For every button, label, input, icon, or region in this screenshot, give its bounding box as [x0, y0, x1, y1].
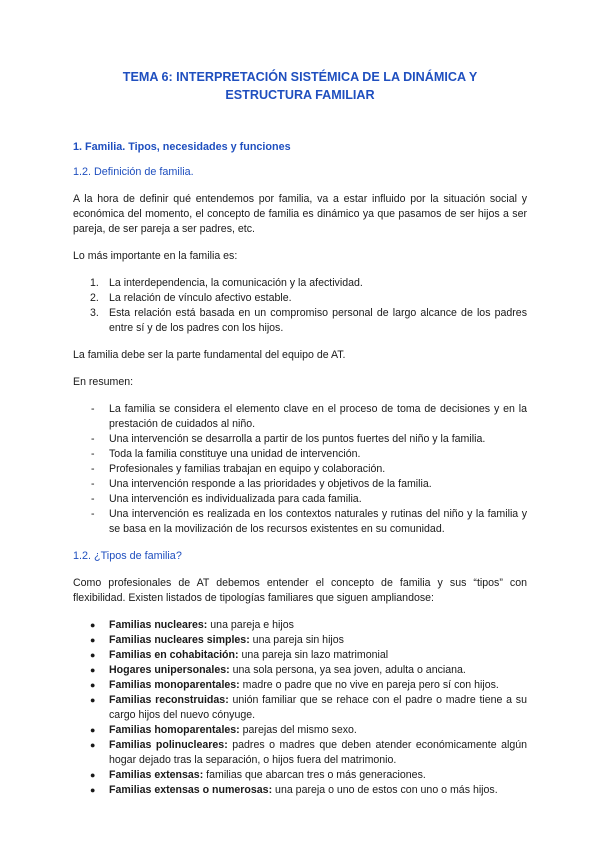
bullet-icon: ● — [90, 635, 96, 645]
document-title — [73, 68, 527, 104]
bullet-icon: ● — [90, 665, 96, 675]
list-item: - Una intervención es individualizada para cada familia. — [91, 493, 362, 505]
paragraph-team: La familia debe ser la parte fundamental del equipo de AT. — [73, 349, 346, 361]
title-line-2: ESTRUCTURA FAMILIAR — [225, 88, 375, 102]
subsection-heading-types: 1.2. ¿Tipos de familia? — [73, 550, 182, 562]
bullet-icon: ● — [90, 695, 96, 705]
list-item: ● Hogares unipersonales: una sola persona, ya sea joven, adulta o anciana. — [90, 664, 466, 676]
bullet-icon: ● — [90, 740, 96, 750]
family-types-list — [73, 618, 527, 798]
list-item: 1. La interdependencia, la comunicación y la afectividad. — [90, 277, 363, 289]
list-item: ● Familias nucleares simples: una pareja sin hijos — [90, 634, 344, 646]
list-item: - Una intervención responde a las prioridades y objetivos de la familia. — [91, 478, 432, 490]
list-item: ● Familias reconstruidas: unión familiar que se rehace con el padre o madre tiene a su cargo hijos del nuevo cónyuge. — [90, 694, 527, 721]
title-line-1: TEMA 6: INTERPRETACIÓN SISTÉMICA DE LA DINÁMICA Y — [122, 70, 478, 84]
bullet-icon: ● — [90, 620, 96, 630]
numbered-list — [73, 276, 527, 336]
paragraph-summary-intro: En resumen: — [73, 376, 134, 388]
list-item: 2. La relación de vínculo afectivo estable. — [90, 292, 292, 304]
list-item: ● Familias homoparentales: parejas del mismo sexo. — [90, 724, 357, 736]
list-item: ● Familias monoparentales: madre o padre que no vive en pareja pero sí con hijos. — [90, 679, 499, 691]
list-item: - Profesionales y familias trabajan en equipo y colaboración. — [91, 463, 386, 475]
list-item: ● Familias nucleares: una pareja e hijos — [90, 619, 294, 631]
bullet-icon: ● — [90, 785, 96, 795]
list-item: - Una intervención es realizada en los contextos naturales y rutinas del niño y la familia y se basa en la movilización de los recursos existentes en su comunidad. — [91, 508, 527, 535]
bullet-icon: ● — [90, 650, 96, 660]
list-item: - Una intervención se desarrolla a partir de los puntos fuertes del niño y la familia. — [91, 433, 486, 445]
paragraph-definition: A la hora de definir qué entendemos por familia, va a estar influido por la situación social y económica del momento, el concepto de familia es dinámico ya que pasamos de ser hijos a ser pareja, de ser pareja a ser padres, etc. — [73, 193, 527, 235]
list-item: ● Familias polinucleares: padres o madres que deben atender económicamente algún hogar dejado tras la separación, o hijos fuera del matrimonio. — [90, 739, 528, 766]
bullet-icon: ● — [90, 680, 96, 690]
paragraph-types-intro: Como profesionales de AT debemos entender el concepto de familia y sus “tipos” con flexibilidad. Existen listados de tipologías familiares que siguen ampliandose: — [73, 577, 527, 604]
paragraph-important: Lo más importante en la familia es: — [73, 250, 238, 262]
section-heading: 1. Familia. Tipos, necesidades y funciones — [73, 141, 291, 153]
list-item: ● Familias en cohabitación: una pareja sin lazo matrimonial — [90, 649, 389, 661]
bullet-icon: ● — [90, 725, 96, 735]
bullet-icon: ● — [90, 770, 96, 780]
list-item: ● Familias extensas: familias que abarcan tres o más generaciones. — [90, 769, 426, 781]
subsection-heading-definition: 1.2. Definición de familia. — [73, 166, 194, 178]
list-item: - Toda la familia constituye una unidad de intervención. — [91, 448, 361, 460]
list-item: ● Familias extensas o numerosas: una pareja o uno de estos con uno o más hijos. — [90, 784, 498, 796]
list-item: 3. Esta relación está basada en un compromiso personal de largo alcance de los padres entre sí y de los padres con los hijos. — [90, 307, 527, 334]
summary-dash-list — [73, 402, 527, 537]
list-item: - La familia se considera el elemento clave en el proceso de toma de decisiones y en la prestación de cuidados al niño. — [91, 403, 527, 430]
